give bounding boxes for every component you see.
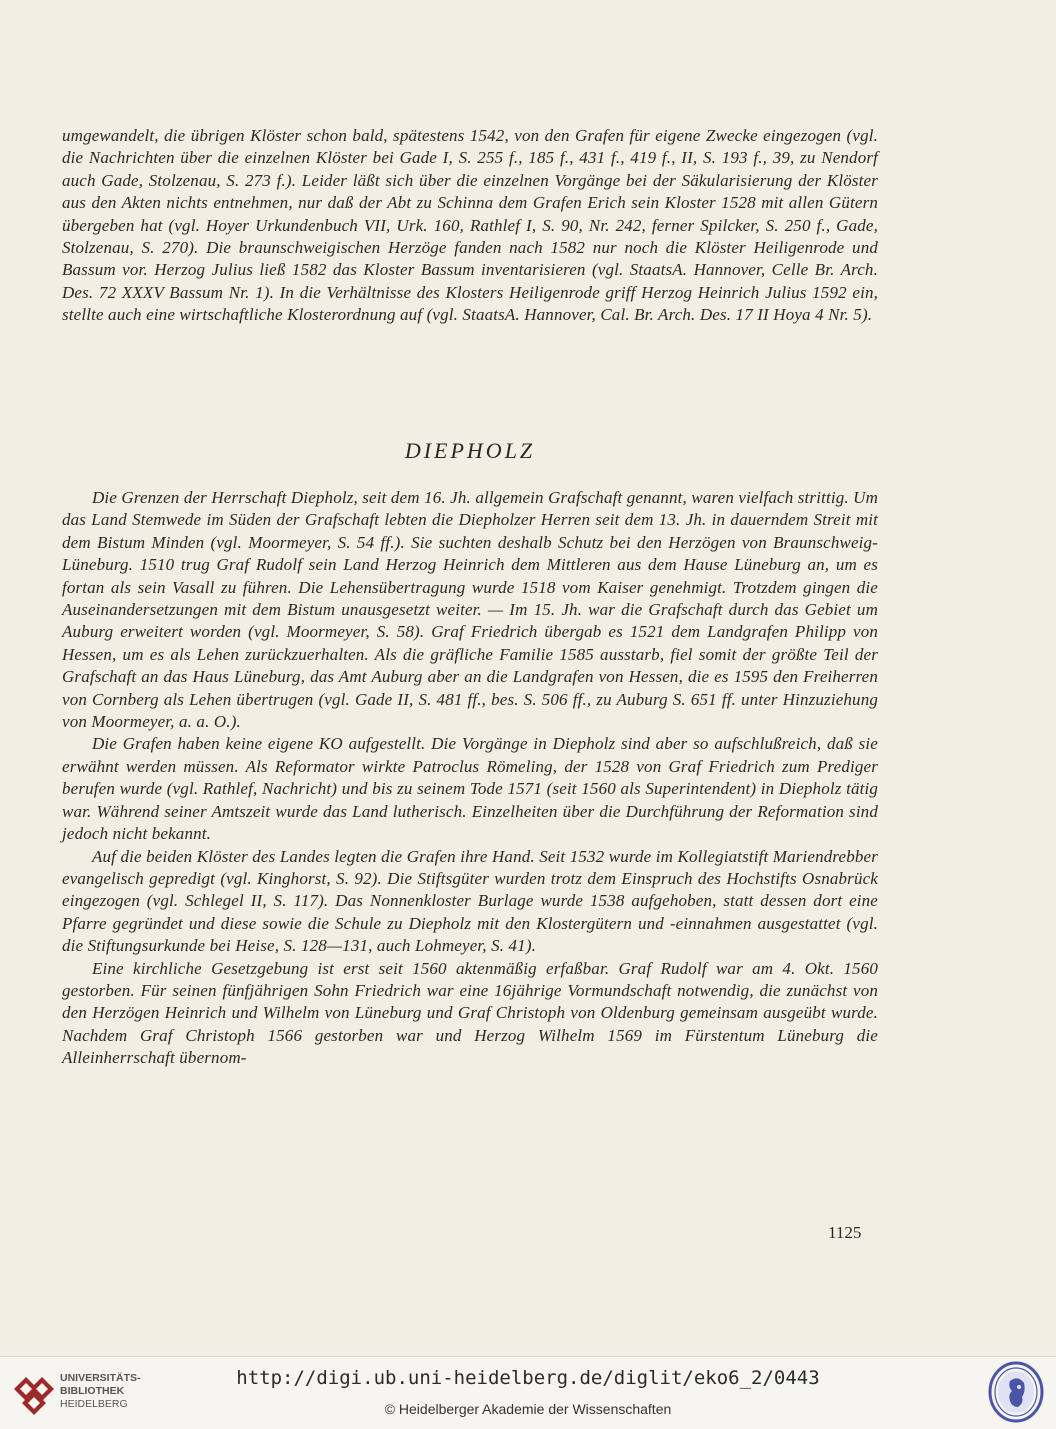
paragraph: Die Grafen haben keine eigene KO aufgestellt. Die Vorgänge in Diepholz sind aber so aufschlußreich, daß sie erwähnt werden müssen. Als Reformator wirkte Patroclus Römeling, der 1528 von Graf Friedrich zum Prediger berufen wurde (vgl. Rathlef, Nachricht) und bis zu seinem Tode 1571 (seit 1560 als Superintendent) in Diepholz tätig war. Während seiner Amtszeit wurde das Land lutherisch. Einzelheiten über die Durchführung der Reformation sind jedoch nicht bekannt. [62, 734, 878, 844]
body-text-block [62, 487, 878, 1070]
university-seal-icon [988, 1361, 1044, 1423]
logo-line-1: UNIVERSITÄTS- [60, 1372, 141, 1384]
logo-line-3: HEIDELBERG [60, 1398, 128, 1410]
copyright-notice: © Heidelberger Akademie der Wissenschaften [384, 1401, 672, 1417]
paragraph: Eine kirchliche Gesetzgebung ist erst seit 1560 aktenmäßig erfaßbar. Graf Rudolf war am 4. Okt. 1560 gestorben. Für seinen fünfjährigen Sohn Friedrich war eine 16jährige Vormundschaft notwendig, die zunächst von den Herzögen Heinrich und Wilhelm von Lüneburg und Graf Christoph von Oldenburg gemeinsam ausgeübt wurde. Nachdem Graf Christoph 1566 gestorben war und Herzog Wilhelm 1569 im Fürstentum Lüneburg die Alleinherrschaft übernom- [62, 958, 878, 1068]
intro-text-block [62, 125, 878, 327]
logo-line-2: BIBLIOTHEK [60, 1385, 125, 1397]
viewer-footer [0, 1356, 1056, 1429]
permalink-url[interactable]: http://digi.ub.uni-heidelberg.de/diglit/eko6_2/0443 [236, 1367, 820, 1389]
section-heading: DIEPHOLZ [404, 438, 536, 463]
paragraph: Auf die beiden Klöster des Landes legten die Grafen ihre Hand. Seit 1532 wurde im Kollegiatstift Mariendrebber evangelisch gepredigt (vgl. Kinghorst, S. 92). Die Stiftsgüter wurden trotz dem Einspruch des Hochstifts Osnabrück eingezogen (vgl. Schlegel II, S. 117). Das Nonnenkloster Burlage wurde 1538 aufgehoben, statt dessen dort eine Pfarre gegründet und diese sowie die Schule zu Diepholz mit den Klostergütern und -einnahmen ausgestattet (vgl. die Stiftungsurkunde bei Heise, S. 128—131, auch Lohmeyer, S. 41). [62, 846, 878, 956]
intro-paragraph: umgewandelt, die übrigen Klöster schon bald, spätestens 1542, von den Grafen für eigene Zwecke eingezogen (vgl. die Nachrichten über die einzelnen Klöster bei Gade I, S. 255 f., 185 f., 431 f., 419 f., II, S. 193 f., 39, zu Nendorf auch Gade, Stolzenau, S. 273 f.). Leider läßt sich über die einzelnen Vorgänge bei der Säkularisierung der Klöster aus den Akten nichts entnehmen, nur daß der Abt zu Schinna dem Grafen Erich sein Kloster 1528 mit allen Gütern übergeben hat (vgl. Hoyer Urkundenbuch VII, Urk. 160, Rathlef I, S. 90, Nr. 242, ferner Spilcker, S. 250 f., Gade, Stolzenau, S. 270). Die braunschweigischen Herzöge fanden nach 1582 nur noch die Klöster Heiligenrode und Bassum vor. Herzog Julius ließ 1582 das Kloster Bassum inventarisieren (vgl. StaatsA. Hannover, Celle Br. Arch. Des. 72 XXXV Bassum Nr. 1). In die Verhältnisse des Klosters Heiligenrode griff Herzog Heinrich Julius 1592 ein, stellte auch eine wirtschaftliche Klosterordnung auf (vgl. StaatsA. Hannover, Cal. Br. Arch. Des. 17 II Hoya 4 Nr. 5). [62, 126, 878, 325]
page-number: 1125 [828, 1223, 862, 1242]
paragraph: Die Grenzen der Herrschaft Diepholz, seit dem 16. Jh. allgemein Grafschaft genannt, waren vielfach strittig. Um das Land Stemwede im Süden der Grafschaft lebten die Diepholzer Herren seit dem 13. Jh. in dauerndem Streit mit dem Bistum Minden (vgl. Moormeyer, S. 54 ff.). Sie suchten deshalb Schutz bei den Herzögen von Braunschweig-Lüneburg. 1510 trug Graf Rudolf sein Land Herzog Heinrich dem Mittleren aus dem Hause Lüneburg an, um es fortan als sein Vasall zu führen. Die Lehensübertragung wurde 1518 vom Kaiser genehmigt. Trotzdem gingen die Auseinandersetzungen mit dem Bistum unausgesetzt weiter. — Im 15. Jh. war die Grafschaft durch das Gebiet um Auburg erweitert worden (vgl. Moormeyer, S. 58). Graf Friedrich übergab es 1521 dem Landgrafen Philipp von Hessen, um es als Lehen zurückzuerhalten. Als die gräfliche Familie 1585 ausstarb, fiel somit der größte Teil der Grafschaft an das Haus Lüneburg, das Amt Auburg aber an die Landgrafen von Hessen, die es 1595 den Freiherren von Cornberg als Lehen übertrugen (vgl. Gade II, S. 481 ff., bes. S. 506 ff., zu Auburg S. 651 ff. unter Hinzuziehung von Moormeyer, a. a. O.). [62, 488, 878, 732]
